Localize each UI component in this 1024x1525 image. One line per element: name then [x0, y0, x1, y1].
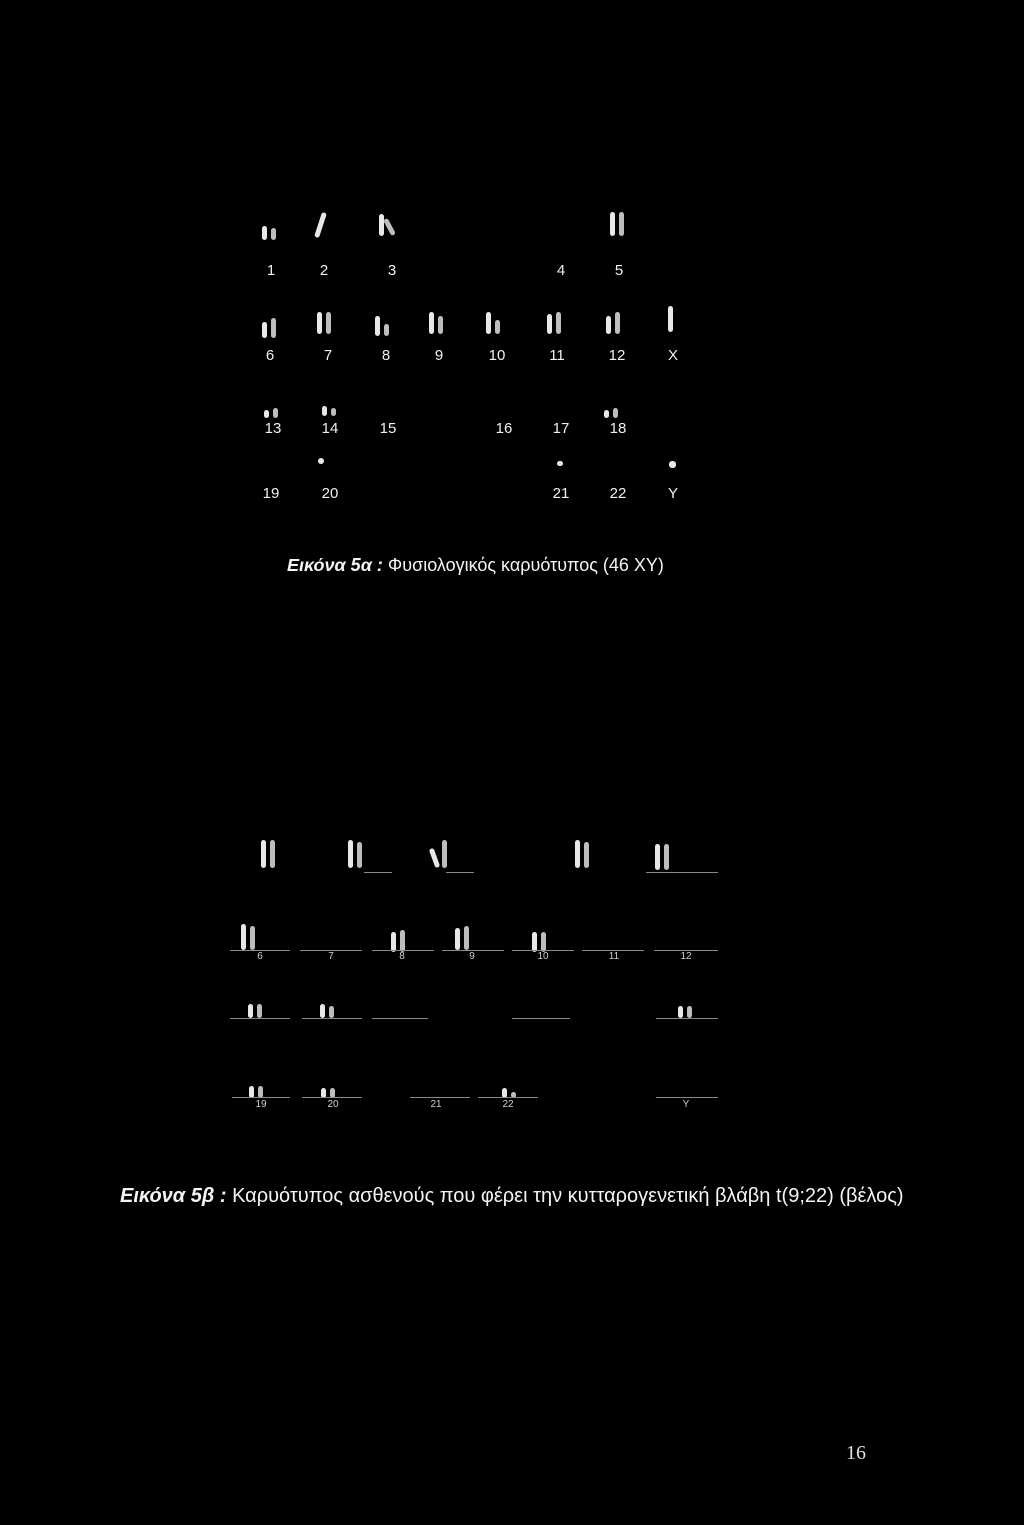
chromosome-pair: [643, 842, 683, 870]
figure-caption-text: Φυσιολογικός καρυότυπος (46 XY): [387, 555, 664, 575]
divider-line: [656, 1097, 718, 1098]
divider-line: [230, 1018, 290, 1019]
divider-line: [302, 1018, 362, 1019]
figure-caption-text: Καρυότυπος ασθενούς που φέρει την κυτταρογενετική βλάβη t(9;22) (βέλος): [232, 1185, 904, 1207]
divider-line: [512, 1018, 570, 1019]
chromosome-label: 10: [537, 951, 549, 962]
figure-caption-label: Εικόνα 5α :: [287, 555, 383, 575]
chromosome-x: [651, 304, 691, 332]
chromosome-label: 7: [323, 347, 333, 364]
chromosome-label: 22: [609, 485, 627, 502]
chromosome-label: 8: [399, 951, 405, 962]
chromosome-label: 18: [609, 420, 627, 437]
chromosome-label: 2: [319, 262, 329, 279]
chromosome-label: Y: [682, 1099, 690, 1110]
chromosome-pair: [249, 840, 289, 868]
chromosome-pair: [236, 990, 276, 1018]
chromosome: [301, 436, 341, 464]
chromosome-pair: [229, 922, 269, 950]
divider-line: [478, 1097, 538, 1098]
chromosome-pair: [443, 922, 483, 950]
chromosome-label: 12: [608, 347, 626, 364]
chromosome-label: 12: [680, 951, 692, 962]
figure-caption: [120, 1185, 904, 1208]
chromosome-pair: [474, 306, 514, 334]
figure-caption: [287, 555, 664, 576]
chromosome-label: 16: [495, 420, 513, 437]
divider-line: [646, 872, 718, 873]
chromosome-pair: [594, 306, 634, 334]
divider-line: [446, 872, 474, 873]
chromosome-label: 8: [381, 347, 391, 364]
chromosome-label: 7: [328, 951, 334, 962]
chromosome-pair: [336, 840, 376, 868]
chromosome-pair: [302, 210, 342, 238]
chromosome-pair: [592, 390, 632, 418]
chromosome: [540, 438, 580, 466]
divider-line: [364, 872, 392, 873]
chromosome-pair: [417, 306, 457, 334]
chromosome-label: 6: [265, 347, 275, 364]
chromosome-pair: [490, 1070, 530, 1098]
chromosome-label: 14: [321, 420, 339, 437]
chromosome-pair: [563, 840, 603, 868]
chromosome-pair: [420, 840, 460, 868]
divider-line: [410, 1097, 470, 1098]
divider-line: [656, 1018, 718, 1019]
chromosome-pair: [363, 308, 403, 336]
chromosome-label: 21: [552, 485, 570, 502]
chromosome-label: 11: [608, 951, 620, 962]
chromosome-label: 15: [379, 420, 397, 437]
chromosome-label: 19: [255, 1099, 267, 1110]
chromosome: [652, 440, 692, 468]
chromosome-label: 20: [327, 1099, 339, 1110]
chromosome-label: Y: [667, 485, 678, 502]
page-number: 16: [846, 1442, 866, 1464]
chromosome-pair: [250, 310, 290, 338]
chromosome-label: X: [667, 347, 678, 364]
chromosome-label: 6: [257, 951, 263, 962]
chromosome-label: 11: [549, 347, 565, 364]
divider-line: [372, 1018, 428, 1019]
chromosome-label: 9: [434, 347, 444, 364]
chromosome-label: 9: [469, 951, 475, 962]
chromosome-label: 19: [262, 485, 280, 502]
chromosome-label: 17: [552, 420, 570, 437]
chromosome-pair: [305, 306, 345, 334]
chromosome-label: 22: [502, 1099, 514, 1110]
chromosome-pair: [308, 990, 348, 1018]
chromosome-pair: [520, 924, 560, 952]
divider-line: [232, 1097, 290, 1098]
divider-line: [302, 1097, 362, 1098]
chromosome-pair: [535, 306, 575, 334]
chromosome-label: 1: [266, 262, 276, 279]
figure-caption-label: Εικόνα 5β :: [120, 1185, 227, 1207]
chromosome-pair: [666, 990, 706, 1018]
chromosome-pair: [379, 924, 419, 952]
chromosome-label: 10: [488, 347, 506, 364]
chromosome-pair: [368, 208, 408, 236]
chromosome-label: 5: [614, 262, 624, 279]
chromosome-pair: [237, 1070, 277, 1098]
chromosome-label: 21: [430, 1099, 442, 1110]
chromosome-pair: [250, 212, 290, 240]
chromosome-label: 13: [264, 420, 282, 437]
chromosome-pair: [310, 388, 350, 416]
chromosome-label: 20: [321, 485, 339, 502]
chromosome-pair: [252, 390, 292, 418]
chromosome-pair: [598, 208, 638, 236]
chromosome-label: 4: [556, 262, 566, 279]
chromosome-label: 3: [387, 262, 397, 279]
chromosome-pair: [309, 1070, 349, 1098]
